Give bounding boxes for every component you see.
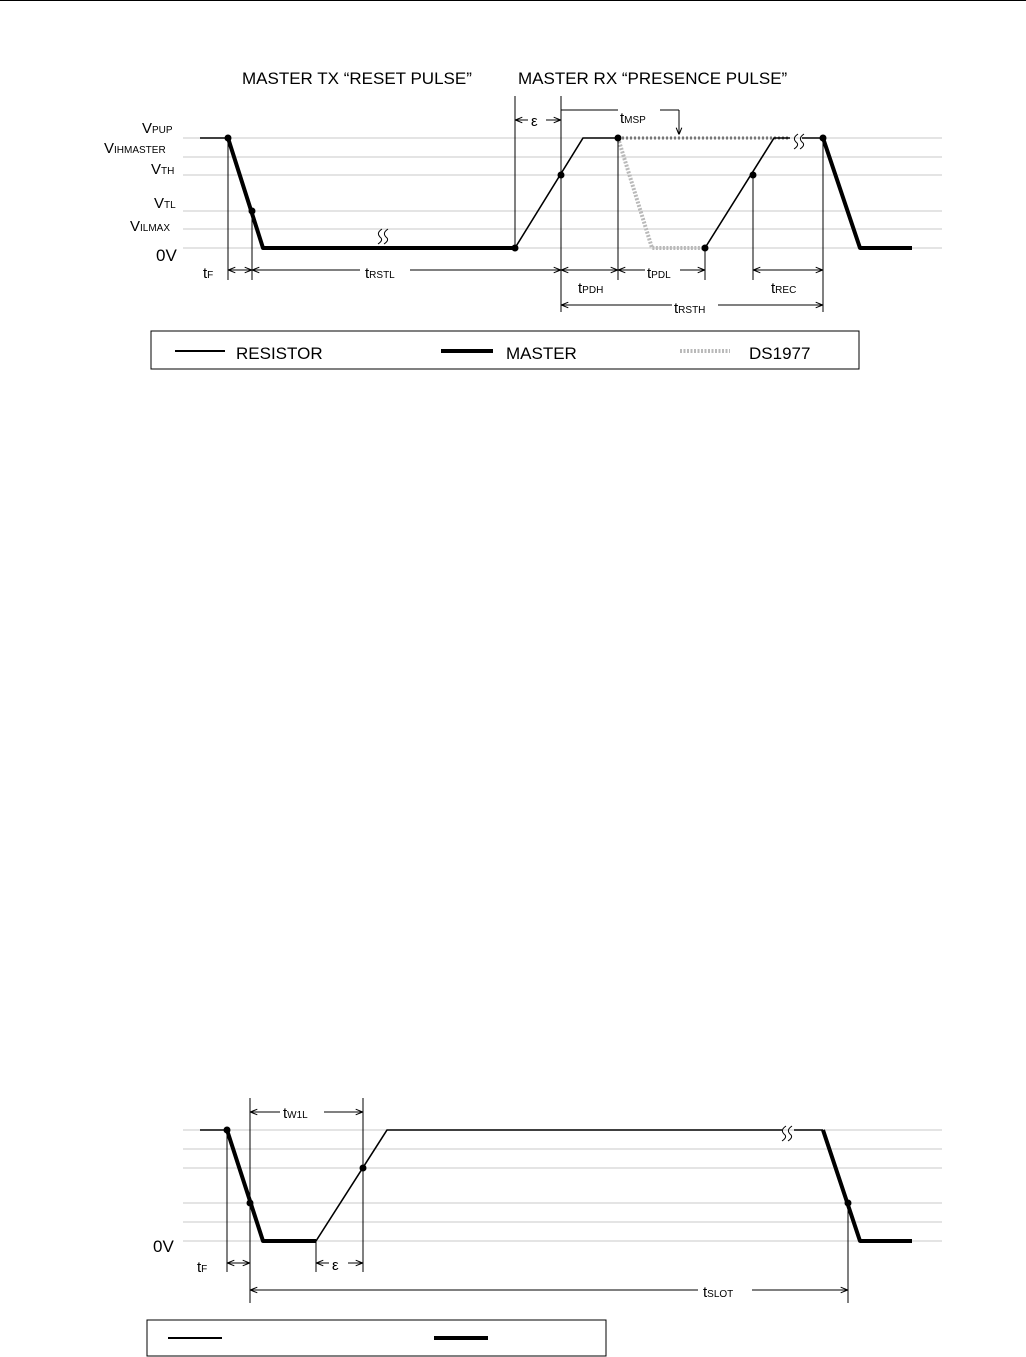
break-mark bbox=[800, 134, 804, 149]
label-tf: tF bbox=[203, 265, 214, 282]
label-vtl: VTL bbox=[154, 195, 176, 212]
break-mark bbox=[384, 229, 388, 244]
label-tw1l: tW1L bbox=[283, 1105, 308, 1122]
label-tmsp: tMSP bbox=[620, 110, 646, 127]
label-epsilon: ε bbox=[332, 1257, 339, 1274]
break-mark bbox=[378, 229, 382, 244]
trace-ds1977-presence bbox=[618, 138, 705, 248]
title-master-tx: MASTER TX “RESET PULSE” bbox=[242, 69, 472, 88]
label-tf: tF bbox=[197, 1259, 208, 1276]
label-0v: 0V bbox=[153, 1237, 174, 1256]
trace-resistor-rise bbox=[316, 1130, 782, 1241]
label-vihmaster: VIHMASTER bbox=[104, 140, 166, 157]
label-tpdh: tPDH bbox=[578, 280, 604, 297]
label-vpup: VPUP bbox=[142, 120, 173, 137]
write-one-slot-diagram bbox=[147, 1098, 942, 1356]
trace-master-reset bbox=[228, 138, 515, 248]
break-mark bbox=[794, 134, 798, 149]
label-tpdl: tPDL bbox=[647, 265, 671, 282]
reset-presence-diagram bbox=[104, 69, 942, 369]
trace-resistor-rise-1 bbox=[515, 138, 618, 248]
legend-master: MASTER bbox=[506, 344, 577, 363]
title-master-rx: MASTER RX “PRESENCE PULSE” bbox=[518, 69, 788, 88]
trace-master-low bbox=[227, 1130, 316, 1241]
label-trsth: tRSTH bbox=[674, 300, 706, 317]
legend-resistor: RESISTOR bbox=[236, 344, 323, 363]
break-mark bbox=[788, 1126, 792, 1141]
trace-resistor-rise-2 bbox=[705, 138, 790, 248]
label-trec: tREC bbox=[771, 280, 797, 297]
trace-master-fall bbox=[823, 1130, 912, 1241]
label-0v: 0V bbox=[156, 246, 177, 265]
label-tslot: tSLOT bbox=[703, 1284, 734, 1301]
legend-ds1977: DS1977 bbox=[749, 344, 811, 363]
trace-master-fall bbox=[823, 138, 912, 248]
label-vilmax: VILMAX bbox=[130, 218, 171, 235]
label-vth: VTH bbox=[151, 161, 175, 178]
break-mark bbox=[782, 1126, 786, 1141]
label-trstl: tRSTL bbox=[365, 265, 395, 282]
label-epsilon: ε bbox=[531, 113, 538, 130]
